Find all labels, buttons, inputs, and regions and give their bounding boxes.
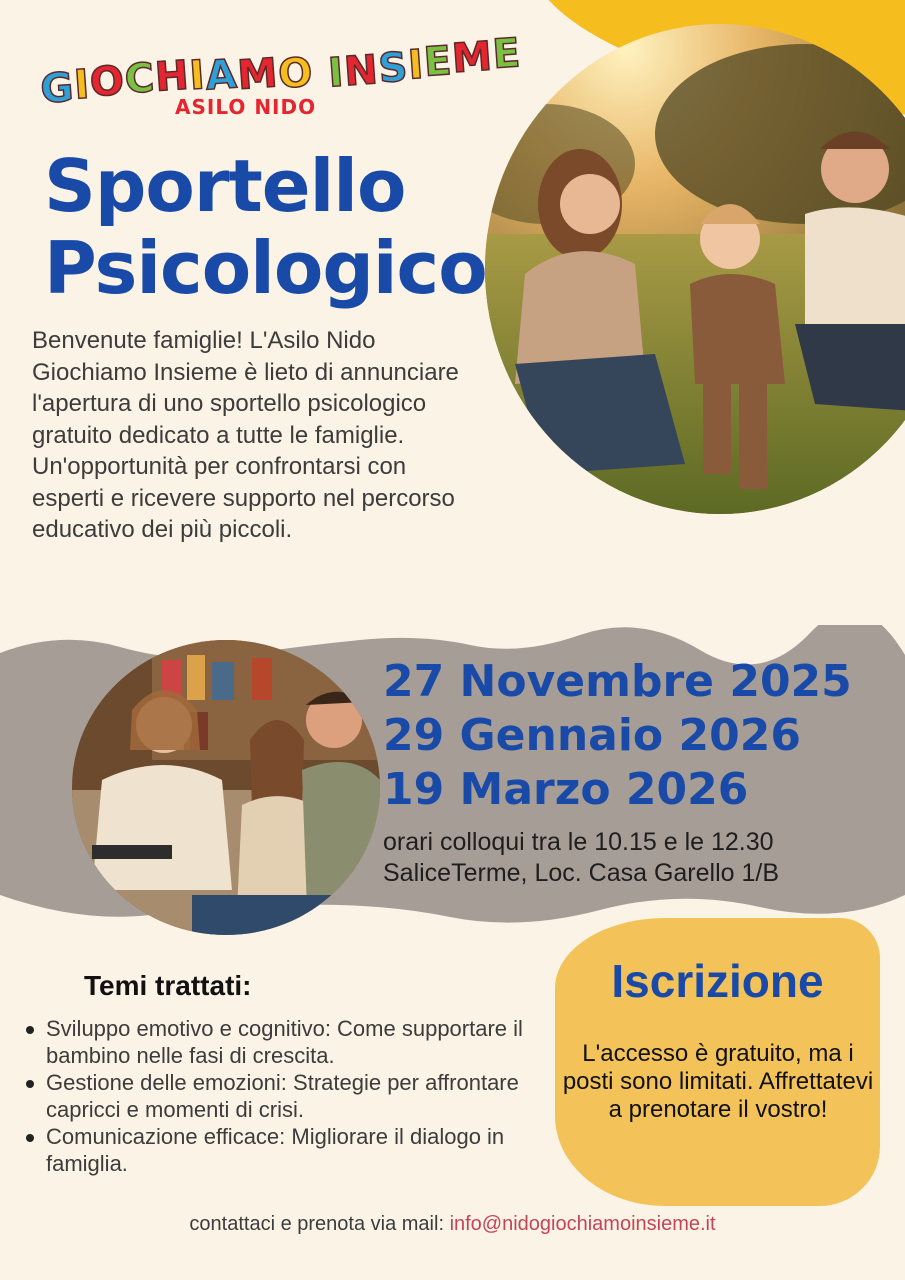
logo-letter: I: [187, 52, 208, 100]
topics-list: [24, 1015, 564, 1177]
logo-letter: E: [491, 30, 523, 78]
title-line-1: Sportello: [44, 144, 406, 228]
logo-letter: E: [422, 38, 454, 86]
schedule-info: [383, 827, 779, 889]
list-item: Gestione delle emozioni: Strategie per affrontare capricci e momenti di crisi.: [24, 1069, 564, 1123]
logo-letter: I: [326, 49, 346, 97]
logo-subtitle: ASILO NIDO: [175, 95, 317, 119]
list-item: Comunicazione efficace: Migliorare il dialogo in famiglia.: [24, 1123, 564, 1177]
date-2: 29 Gennaio 2026: [383, 710, 801, 761]
logo-letter: H: [153, 52, 192, 101]
page-title: [44, 145, 487, 309]
logo-letter: N: [342, 47, 381, 96]
topics-title: Temi trattati:: [84, 970, 252, 1001]
logo-letter: A: [203, 51, 240, 100]
logo-letter: O: [88, 57, 127, 107]
dates-list: [383, 655, 852, 817]
title-line-2: Psicologico: [44, 226, 487, 310]
logo-letter: G: [38, 64, 76, 113]
logo-letter: S: [376, 44, 410, 93]
contact-label: contattaci e prenota via mail:: [189, 1213, 450, 1235]
intro-text: Benvenute famiglie! L'Asilo Nido Giochiamo Insieme è lieto di annunciare l'apertura di uno sportello psicologico gratuito dedicato a tutte le famiglie. Un'opportunità per confrontarsi con esperti e ricevere supporto nel percorso educativo dei più piccoli.: [32, 327, 459, 543]
logo: [38, 20, 523, 150]
signup-text: L'accesso è gratuito, ma i posti sono limitati. Affrettatevi a prenotare il vostro!: [562, 1040, 874, 1123]
logo-letter: C: [123, 54, 157, 103]
family-photo: [485, 24, 905, 514]
logo-letter: M: [235, 50, 280, 100]
location-text: SaliceTerme, Loc. Casa Garello 1/B: [383, 859, 780, 887]
logo-letter: O: [276, 49, 315, 98]
contact-line: [0, 1213, 905, 1236]
counseling-photo: [72, 640, 380, 935]
signup-title: Iscrizione: [611, 955, 824, 1007]
list-item: Sviluppo emotivo e cognitivo: Come supportare il bambino nelle fasi di crescita.: [24, 1015, 564, 1069]
logo-letter: I: [72, 61, 92, 109]
logo-letter: I: [406, 41, 426, 89]
date-3: 19 Marzo 2026: [383, 764, 749, 815]
email-link[interactable]: info@nidogiochiamoinsieme.it: [449, 1213, 716, 1235]
logo-letter: M: [450, 33, 495, 83]
signup-box: [555, 918, 880, 1206]
date-1: 27 Novembre 2025: [383, 656, 852, 707]
hours-text: orari colloqui tra le 10.15 e le 12.30: [383, 828, 774, 856]
